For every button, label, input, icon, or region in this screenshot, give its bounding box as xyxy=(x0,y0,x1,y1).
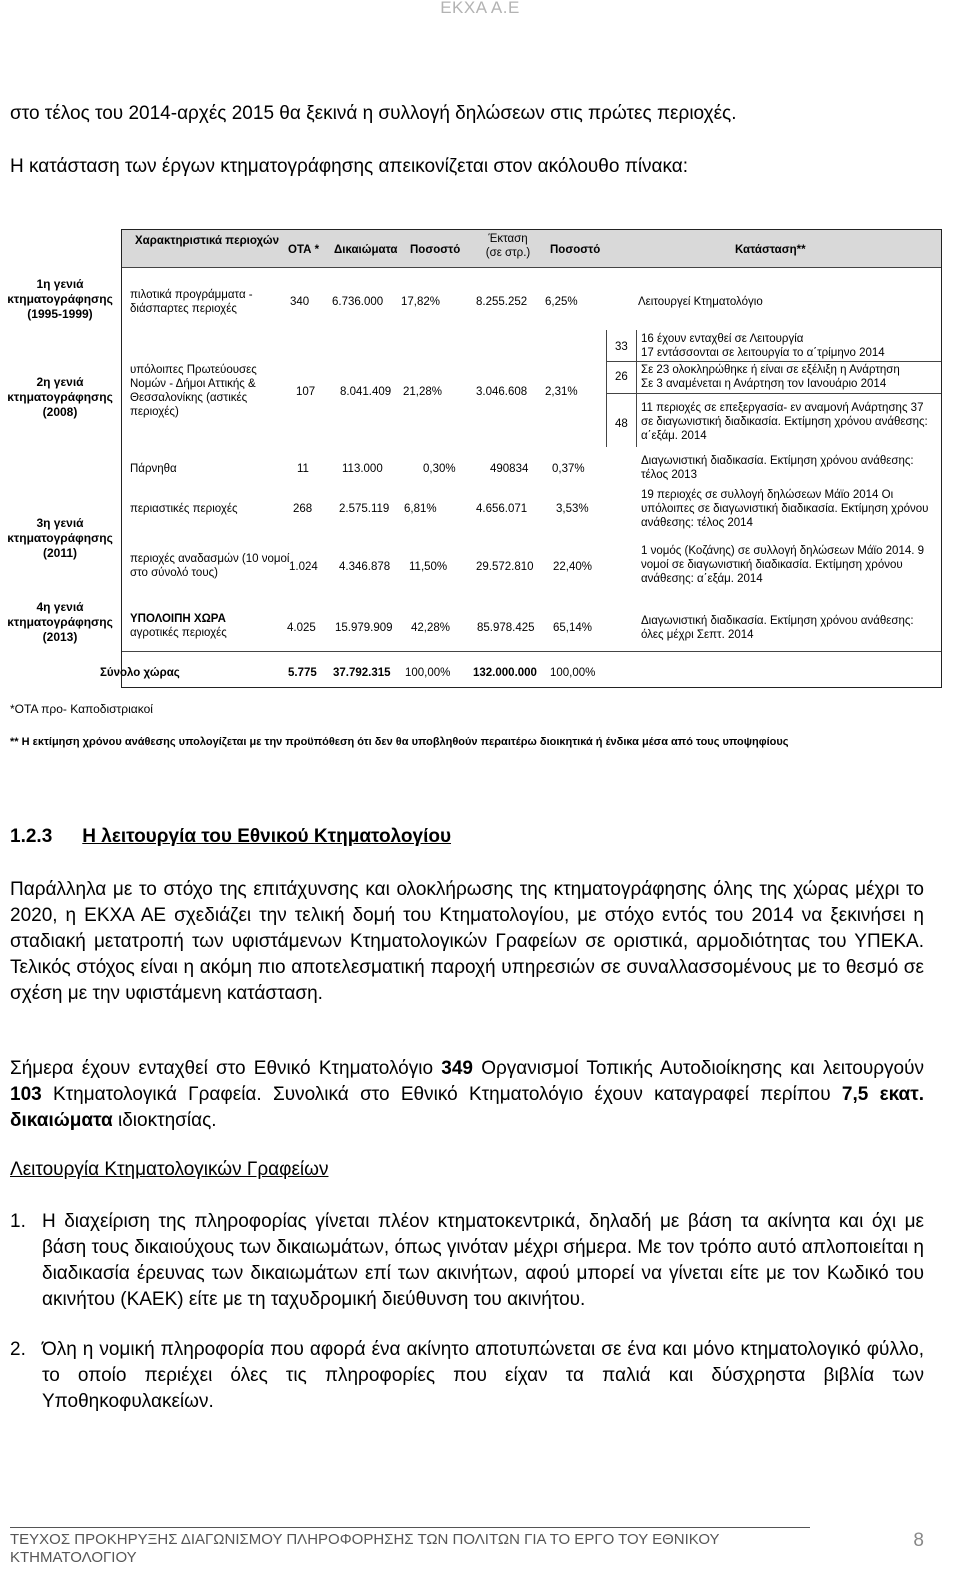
row4-ota: 268 xyxy=(293,503,313,515)
page-number: 8 xyxy=(913,1530,924,1551)
generation-4-label: 4η γενιά κτηματογράφησης (2013) xyxy=(7,600,113,644)
generation-3-label: 3η γενιά κτηματογράφησης (2011) xyxy=(7,516,113,560)
header-characteristics: Χαρακτηριστικά περιοχών xyxy=(135,235,279,247)
row3-extent: 490834 xyxy=(490,463,529,475)
row3-rights: 113.000 xyxy=(342,463,383,475)
footer-text: ΤΕΥΧΟΣ ΠΡΟΚΗΡΥΞΗΣ ΔΙΑΓΩΝΙΣΜΟΥ ΠΛΗΡΟΦΟΡΗΣΗΣ ΤΩΝ ΠΟΛΙΤΩΝ ΓΙΑ ΤΟ ΕΡΓΟ ΤΟΥ ΕΘΝΙΚΟΥ ΚΤΗΜΑΤΟΛΟΓΙΟΥ xyxy=(10,1527,810,1567)
header-percent-1: Ποσοστό xyxy=(410,244,461,256)
divider xyxy=(606,393,636,394)
row5-extent: 29.572.810 xyxy=(476,561,534,573)
row5-pct1: 11,50% xyxy=(409,561,448,573)
total-pct1: 100,00% xyxy=(405,667,451,679)
divider xyxy=(606,361,636,362)
row1-rights: 6.736.000 xyxy=(332,296,384,308)
row4-pct1: 6,81% xyxy=(404,503,437,515)
row6-rights: 15.979.909 xyxy=(335,622,393,634)
table-frame xyxy=(100,229,942,688)
footnote-estimate: ** Η εκτίμηση χρόνου ανάθεσης υπολογίζεται με την προϋπόθεση ότι δεν θα υποβληθούν περαιτέρω διοικητικά ή ένδικα μέσα από τους υποψηφίους xyxy=(10,736,789,748)
row1-pct2: 6,25% xyxy=(545,296,578,308)
row4-rights: 2.575.119 xyxy=(339,503,390,515)
count-26: 26 xyxy=(615,371,628,383)
running-header: ΕΚΧΑ Α.Ε xyxy=(440,0,520,17)
paragraph-2: Σήμερα έχουν ενταχθεί στο Εθνικό Κτηματολόγιο 349 Οργανισμοί Τοπικής Αυτοδιοίκησης και λειτουργούν 103 Κτηματολογικά Γραφεία. Συνολικά στο Εθνικό Κτηματολόγιο έχουν καταγραφεί περίπου 7,5 εκατ. δικαιώματα ιδιοκτησίας. xyxy=(10,1058,924,1131)
intro-line-1: στο τέλος του 2014-αρχές 2015 θα ξεκινά η συλλογή δηλώσεων στις πρώτες περιοχές. xyxy=(10,103,737,124)
total-ota: 5.775 xyxy=(288,667,317,679)
row3-status: Διαγωνιστική διαδικασία. Εκτίμηση χρόνου ανάθεσης: τέλος 2013 xyxy=(641,455,914,481)
total-extent: 132.000.000 xyxy=(473,667,537,679)
row5-rights: 4.346.878 xyxy=(339,561,391,573)
row2-ota: 107 xyxy=(296,386,316,398)
status-table xyxy=(0,229,944,689)
table-header-row xyxy=(122,230,941,268)
divider xyxy=(606,330,607,447)
divider xyxy=(122,651,941,652)
row5-status: 1 νομός (Κοζάνης) σε συλλογή δηλώσεων Μάϊο 2014. 9 νομοί σε διαγωνιστική διαδικασία. Εκτίμηση χρόνου ανάθεσης: α΄εξάμ. 2014 xyxy=(641,545,925,585)
row1-ota: 340 xyxy=(290,296,310,308)
count-33: 33 xyxy=(615,341,628,353)
row2-area: υπόλοιπες Πρωτεύουσες Νομών - Δήμοι Αττικής & Θεσσαλονίκης (αστικές περιοχές) xyxy=(130,364,257,418)
row5-area: περιοχές αναδασμών (10 νομοί στο σύνολό τους) xyxy=(130,553,290,579)
row6-extent: 85.978.425 xyxy=(477,622,535,634)
list-item: 1. Η διαχείριση της πληροφορίας γίνεται πλέον κτηματοκεντρικά, δηλαδή με βάση τα ακίνητα και όχι με βάση τους δικαιούχους των δικαιωμάτων, όπως γινόταν μέχρι σήμερα. Με τον τρόπο αυτό απλοποιείται η διαδικασία έρευνας των δικαιωμάτων επί των ακινήτων, αφού μπορεί να γίνεται είτε με τον Κωδικό του ακινήτου (ΚΑΕΚ) είτε με τη ταχυδρομική διεύθυνση του ακινήτου. xyxy=(10,1211,924,1310)
row6-area: ΥΠΟΛΟΙΠΗ ΧΩΡΑ αγροτικές περιοχές xyxy=(130,613,227,639)
subheading: Λειτουργία Κτηματολογικών Γραφείων xyxy=(10,1159,329,1180)
row5-ota: 1.024 xyxy=(289,561,318,573)
paragraph-1: Παράλληλα με το στόχο της επιτάχυνσης και ολοκλήρωσης της κτηματογράφησης όλης της χώρας μέχρι το 2020, η ΕΚΧΑ ΑΕ σχεδιάζει την τελική δομή του Κτηματολογίου, με στόχο εντός του 2014 να ξεκινήσει η σταδιακή μετατροπή των υφιστάμενων Κτηματολογικών Γραφείων σε οριστικά, αρμοδιότητας του ΥΠΕΚΑ. Τελικός στόχος είναι η ακόμη πιο αποτελεσματική παροχή υπηρεσιών σε συναλλασσομένους με το θεσμό σε σχέση με την υφιστάμενη κατάσταση. xyxy=(10,879,924,1004)
header-ota: ΟΤΑ * xyxy=(288,244,320,256)
row3-pct1: 0,30% xyxy=(423,463,456,475)
row3-pct2: 0,37% xyxy=(552,463,585,475)
header-area: Έκταση (σε στρ.) xyxy=(485,233,531,259)
row2-pct2: 2,31% xyxy=(545,386,578,398)
divider xyxy=(636,393,941,394)
divider xyxy=(636,330,637,447)
count-48: 48 xyxy=(615,418,628,430)
total-pct2: 100,00% xyxy=(550,667,596,679)
list-item: 2. Όλη η νομική πληροφορία που αφορά ένα ακίνητο αποτυπώνεται σε ένα και μόνο κτηματολογικό φύλλο, το οποίο περιέχει όλες τις πληροφορίες που είχαν τα παλιά και δύσχρηστα βιβλία των Υποθηκοφυλακείων. xyxy=(10,1339,924,1412)
row3-area: Πάρνηθα xyxy=(130,463,177,475)
row5-pct2: 22,40% xyxy=(553,561,593,573)
row1-status: Λειτουργεί Κτηματολόγιο xyxy=(638,296,763,308)
footnote-ota: *ΟΤΑ προ- Καποδιστριακοί xyxy=(10,702,153,716)
generation-2-label: 2η γενιά κτηματογράφησης (2008) xyxy=(7,375,113,419)
gen2-status-line4: Σε 3 αναμένεται η Ανάρτηση τον Ιανουάριο 2014 xyxy=(641,378,887,390)
total-rights: 37.792.315 xyxy=(333,667,391,679)
row1-area: πιλοτικά προγράμματα - διάσπαρτες περιοχές xyxy=(130,289,253,315)
row2-extent: 3.046.608 xyxy=(476,386,528,398)
row6-pct2: 65,14% xyxy=(553,622,593,634)
divider xyxy=(636,361,941,362)
row4-pct2: 3,53% xyxy=(556,503,589,515)
row1-extent: 8.255.252 xyxy=(476,296,528,308)
gen2-status-line1: 16 έχουν ενταχθεί σε Λειτουργία xyxy=(641,333,804,345)
gen2-status-line2: 17 εντάσσονται σε λειτουργία το α΄τρίμηνο 2014 xyxy=(641,347,885,359)
row6-status: Διαγωνιστική διαδικασία. Εκτίμηση χρόνου ανάθεσης: όλες μέχρι Σεπτ. 2014 xyxy=(641,615,914,641)
header-percent-2: Ποσοστό xyxy=(550,244,601,256)
row2-rights: 8.041.409 xyxy=(340,386,392,398)
row6-ota: 4.025 xyxy=(287,622,316,634)
gen2-status-line5: 11 περιοχές σε επεξεργασία- εν αναμονή Ανάρτησης 37 σε διαγωνιστική διαδικασία. Εκτίμηση χρόνου ανάθεσης: α΄εξάμ. 2014 xyxy=(641,402,928,442)
row3-ota: 11 xyxy=(297,463,309,475)
header-rights: Δικαιώματα xyxy=(334,244,398,256)
row4-status: 19 περιοχές σε συλλογή δηλώσεων Μάϊο 2014 Οι υπόλοιπες σε διαγωνιστική διαδικασία. Εκτίμηση χρόνου ανάθεσης: τέλος 2014 xyxy=(641,489,929,529)
intro-line-2: Η κατάσταση των έργων κτηματογράφησης απεικονίζεται στον ακόλουθο πίνακα: xyxy=(10,156,689,177)
total-label: Σύνολο χώρας xyxy=(100,667,180,679)
row1-pct1: 17,82% xyxy=(401,296,441,308)
row4-area: περιαστικές περιοχές xyxy=(130,503,238,515)
gen2-status-line3: Σε 23 ολοκληρώθηκε ή είναι σε εξέλιξη η Ανάρτηση xyxy=(641,364,900,376)
section-heading: 1.2.3 Η λειτουργία του Εθνικού Κτηματολογίου xyxy=(10,826,452,847)
generation-1-label: 1η γενιά κτηματογράφησης (1995-1999) xyxy=(7,277,113,321)
row4-extent: 4.656.071 xyxy=(476,503,528,515)
row2-pct1: 21,28% xyxy=(403,386,443,398)
row6-pct1: 42,28% xyxy=(411,622,451,634)
header-status: Κατάσταση** xyxy=(735,244,806,256)
